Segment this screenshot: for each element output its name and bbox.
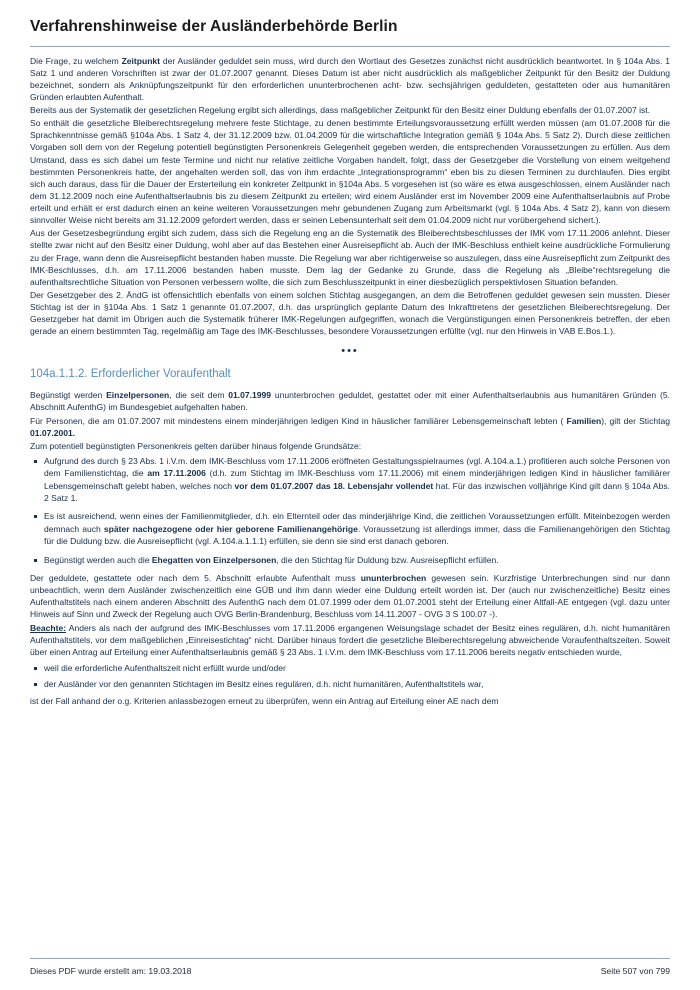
section-p2-emphasis-1: Familien xyxy=(566,415,602,426)
section-paragraph-1 xyxy=(30,389,670,413)
after-p2-part-b: Anders als nach der aufgrund des IMK-Beschlusses vom 17.11.2006 ergangenen Weisungslage schadet der Besitz eines regulären, d.h. nicht humanitären Aufenthaltstitels, vor dem maßgeblichen „Einreisestichtag“ nicht. Darüber hinaus fordert die gesetzliche Bleiberechtsregelung abweichende Voraufenthaltszeiten. Soweit über einen Antrag auf Erteilung einer Aufenthaltserlaubnis gemäß § 23 Abs. 1 i.V.m. dem IMK-Beschluss vom 17.11.2006 bereits negativ entschieden wurde, xyxy=(30,622,670,657)
bullet-2-part-c: . Voraussetzung ist allerdings immer, dass die Familienangehörigen den Stichtag für die Duldung bzw. die Ausreisepflicht (vgl. A.104.a.1.1.1) erfüllen, sie denn sie sind erst danach geboren. xyxy=(44,523,671,547)
bullet-1-emphasis-1: am 17.11.2006 xyxy=(147,468,206,479)
list-item xyxy=(30,510,670,547)
section-paragraph-2 xyxy=(30,415,670,439)
intro-p1-emphasis: Zeitpunkt xyxy=(121,55,161,66)
bullet-2-part-a: Es ist ausreichend, wenn eines der Familienmitglieder, d.h. ein Elternteil oder das minderjährige Kind, die zeitlichen Voraussetzungen erfüllt. Miteinbezogen werden demnach auch xyxy=(44,511,670,534)
list-item xyxy=(30,554,670,566)
section-p1-part-a: Begünstigt werden xyxy=(30,390,107,401)
closing-paragraph: ist der Fall anhand der o.g. Kriterien anlassbezogen erneut zu überprüfen, wenn ein Antrag auf Erteilung einer AE nach dem xyxy=(30,695,499,706)
intro-paragraph-1 xyxy=(30,55,670,104)
after-p1-emphasis: ununterbrochen xyxy=(360,573,427,584)
after-bullets-paragraph-1 xyxy=(30,572,670,621)
page-title: Verfahrenshinweise der Ausländerbehörde Berlin xyxy=(30,18,398,35)
criteria-list xyxy=(30,455,670,566)
section-separator: ••• xyxy=(341,345,359,358)
section-p1-part-e: ununterbrochen geduldet, gestattet oder mit einer Aufenthaltserlaubnis aus humanitären Gründen (5. Abschnitt AufenthG) im Bundesgebiet aufgehalten haben. xyxy=(30,390,670,413)
intro-section xyxy=(30,55,670,338)
list-item: weil die erforderliche Aufenthaltszeit nicht erfüllt wurde und/oder xyxy=(30,662,670,674)
section-intro xyxy=(30,389,670,452)
closing-section xyxy=(30,695,670,707)
after-p1-part-a: Der geduldete, gestattete oder nach dem 5. Abschnitt erlaubte Aufenthalt muss xyxy=(30,573,361,584)
intro-paragraph-3: So enthält die gesetzliche Bleiberechtsregelung mehrere feste Stichtage, zu denen bestimmte Erteilungsvoraussetzung erfüllt werden müssen (am 01.07.2008 für die Sprachkenntnisse gemäß §104a Abs. 1 Satz 4, der 31.12.2009 bzw. 01.04.2009 für die wirtschaftliche Integration gemäß § 104a Abs. 5 Satz 2). Durch diese zeitlichen Vorgaben soll dem von der Regelung potentiell begünstigten Personenkreis Gelegenheit gegeben werden, die entsprechenden Voraussetzungen zu erfüllen. Aus dem Umstand, dass es sich dabei um feste Termine und nicht nur relative zeitliche Vorgaben handelt, folgt, dass der Gesetzgeber die Vorstellung von einem weitgehend bestimmten Personenkreis hatte, der angehalten werden soll, das von ihm erdachte „Integrationsprogramm“ eben bis zu diesen Terminen zu durchlaufen. Dies ergibt sich auch daraus, dass für die Dauer der Ersterteilung ein konkreter Zeitpunkt in §104a Abs. 5 vorgesehen ist (so wäre es etwa ausgeschlossen, einem Ausländer nach dem 31.12.2009 noch eine Aufenthaltserlaubnis bis zu diesem Zeitpunkt zu erteilen; wird einem Ausländer erst im November 2009 eine Aufenthaltserlaubnis auf Probe erteilt und erhält er erst dadurch einen an keine weiteren Voraussetzungen mehr gebundenen Zugang zum Arbeitsmarkt (vgl. § 104a Abs. 4 Satz 2), kann von diesem sinnvoller Weise nicht bereits am 31.12.2009 gefordert werden, dass er seinen Lebensunterhalt seit dem 01.04.2009 nicht nur vorübergehend sichert.). xyxy=(30,118,670,226)
bullet-3-part-c: , die den Stichtag für Duldung bzw. Ausreisepflicht erfüllen. xyxy=(276,554,499,565)
bullet-1-part-e: hat. Für das inzwischen volljährige Kind gilt dann § 104a Abs. 2 Satz 1. xyxy=(44,480,670,504)
section-p1-emphasis-2: 01.07.1999 xyxy=(228,390,272,401)
section-p2-emphasis-2: 01.07.2001. xyxy=(30,427,76,438)
after-p1-part-c: gewesen sein. Kurzfristige Unterbrechungen sind nur dann unbeachtlich, wenn dem Ausländer zwischenzeitlich eine GÜB und ihm dann wieder eine Duldung erteilt worden ist. Der (auch nur zwischenzeitliche) Besitz eines Aufenthaltstitels nach einem anderen Abschnitt des AufenthG nach dem 01.07.1999 oder dem 01.07.2001 steht der Erteilung einer Altfall-AE entgegen (vgl. dazu unter Hinweis auf Sinn und Zweck der Regelung auch OVG Berlin-Brandenburg, Beschluss vom 14.11.2007 - OVG 3 S 100.07 -). xyxy=(30,573,670,620)
bullet-3-emphasis-1: Ehegatten von Einzelpersonen xyxy=(151,554,277,565)
footer-created-date: Dieses PDF wurde erstellt am: 19.03.2018 xyxy=(30,966,192,976)
bullet-1-part-c: (d.h. zum Stichtag im IMK-Beschluss vom 17.11.2006) mit einem minderjährigen ledigen Kind in häuslicher familiärer Lebensgemeinschaft gelebt haben, welches noch xyxy=(44,468,670,491)
intro-paragraph-5: Der Gesetzgeber des 2. ÄndG ist offensichtlich ebenfalls von einem solchen Stichtag ausgegangen, an dem die Betroffenen geduldet gewesen sein mussten. Dieser Stichtag ist der in §104a Abs. 1 Satz 1 genannte 01.07.2007, d.h. das ursprünglich geplante Datum des Inkrafttretens der gesetzlichen Bleiberechtsregelung. Der Gesetzgeber hat damit im Übrigen auch die Systematik früherer IMK-Regelungen aufgegriffen, wonach die Vergünstigungen einen Personenkreis betreffen, der eben gerade an einem bestimmten Tag, regelmäßig am Tage des IMK-Beschlusses, besondere Voraussetzungen erfüllte (vgl. nur den Hinweis in VAB E.Bos.1.). xyxy=(30,289,670,337)
after-bullets-paragraph-2 xyxy=(30,622,670,658)
after-bullets-section xyxy=(30,572,670,658)
bullet-1-part-a: Aufgrund des durch § 23 Abs. 1 i.V.m. dem IMK-Beschluss vom 17.11.2006 eröffneten Gestaltungsspielraumes (vgl. A.104.a.1.) profitieren auch solche Personen von dem Familienstichtag, die xyxy=(44,455,670,479)
section-p1-part-c: , die seit dem xyxy=(169,390,229,401)
intro-paragraph-4: Aus der Gesetzesbegründung ergibt sich zudem, dass sich die Regelung eng an die Systematik des Bleiberechtsbeschlusses der IMK vom 17.11.2006 anlehnt. Dieser stellte zwar nicht auf den Besitz einer Duldung, wohl aber auf das Bestehen einer Ausreisepflicht ab. Auch der IMK-Beschluss enthielt keine ausdrückliche Formulierung zu der Frage, wann denn die Ausreisepflicht bestanden haben musste. Die Regelung war aber richtigerweise so auszulegen, dass eine Ausreisepflicht zum Zeitpunkt des IMK-Beschlusses, d.h. am 17.11.2006 bestanden haben musste. Dem lag der Gedanke zu Grunde, dass die Regelung als „Bleibe“rechtsregelung die aufenthaltsrechtliche Situation von Personen verbessern wollte, die sich zum Beschlusszeitpunkt in einer diesbezüglich perspektivlosen Situation befanden. xyxy=(30,228,670,287)
section-paragraph-3: Zum potentiell begünstigten Personenkreis gelten darüber hinaus folgende Grundsätze: xyxy=(30,440,362,451)
bullet-2-emphasis-1: später nachgezogene oder hier geborene Familienangehörige xyxy=(103,523,358,534)
section-p2-part-a: Für Personen, die am 01.07.2007 mit mindestens einem minderjährigen ledigen Kind in häuslicher familiärer Lebensgemeinschaft lebten ( xyxy=(30,415,567,426)
section-heading: 104a.1.1.2. Erforderlicher Voraufenthalt xyxy=(30,368,231,381)
sub-criteria-list xyxy=(30,662,670,691)
intro-paragraph-2: Bereits aus der Systematik der gesetzlichen Regelung ergibt sich allerdings, dass maßgeblicher Zeitpunkt für den Besitz einer Duldung ebenfalls der 01.07.2007 ist. xyxy=(30,105,650,116)
section-p2-part-c: ), gilt der Stichtag xyxy=(601,415,670,426)
intro-p1-part-a: Die Frage, zu welchem xyxy=(30,55,122,66)
footer-page-number: Seite 507 von 799 xyxy=(600,966,670,976)
list-item: der Ausländer vor den genannten Stichtagen im Besitz eines regulären, d.h. nicht humanitären, Aufenthaltstitels war, xyxy=(30,678,670,690)
section-p1-emphasis-1: Einzelpersonen xyxy=(106,390,170,401)
bullet-1-emphasis-2: vor dem 01.07.2007 das 18. Lebensjahr vollendet xyxy=(234,480,434,491)
list-item xyxy=(30,455,670,505)
bullet-3-part-a: Begünstigt werden auch die xyxy=(44,554,152,565)
intro-p1-part-c: der Ausländer geduldet sein muss, wird durch den Wortlaut des Gesetzes zunächst nicht ausdrücklich beantwortet. In § 104a Abs. 1 Satz 1 und anderen Vorschriften ist zwar der 01.07.2007 genannt. Dieses Datum ist aber nicht ausdrücklich als maßgeblicher Zeitpunkt für den Besitz der Duldung bezeichnet, sondern als Anknüpfungszeitpunkt für den erforderlichen ununterbrochenen acht- bzw. sechsjährigen geduldeten, gestatteten oder aus humanitären Gründen erlaubten Aufenthalt. xyxy=(30,55,670,102)
beachte-label: Beachte: xyxy=(30,622,67,633)
title-divider xyxy=(30,46,670,47)
page-footer xyxy=(30,958,670,976)
